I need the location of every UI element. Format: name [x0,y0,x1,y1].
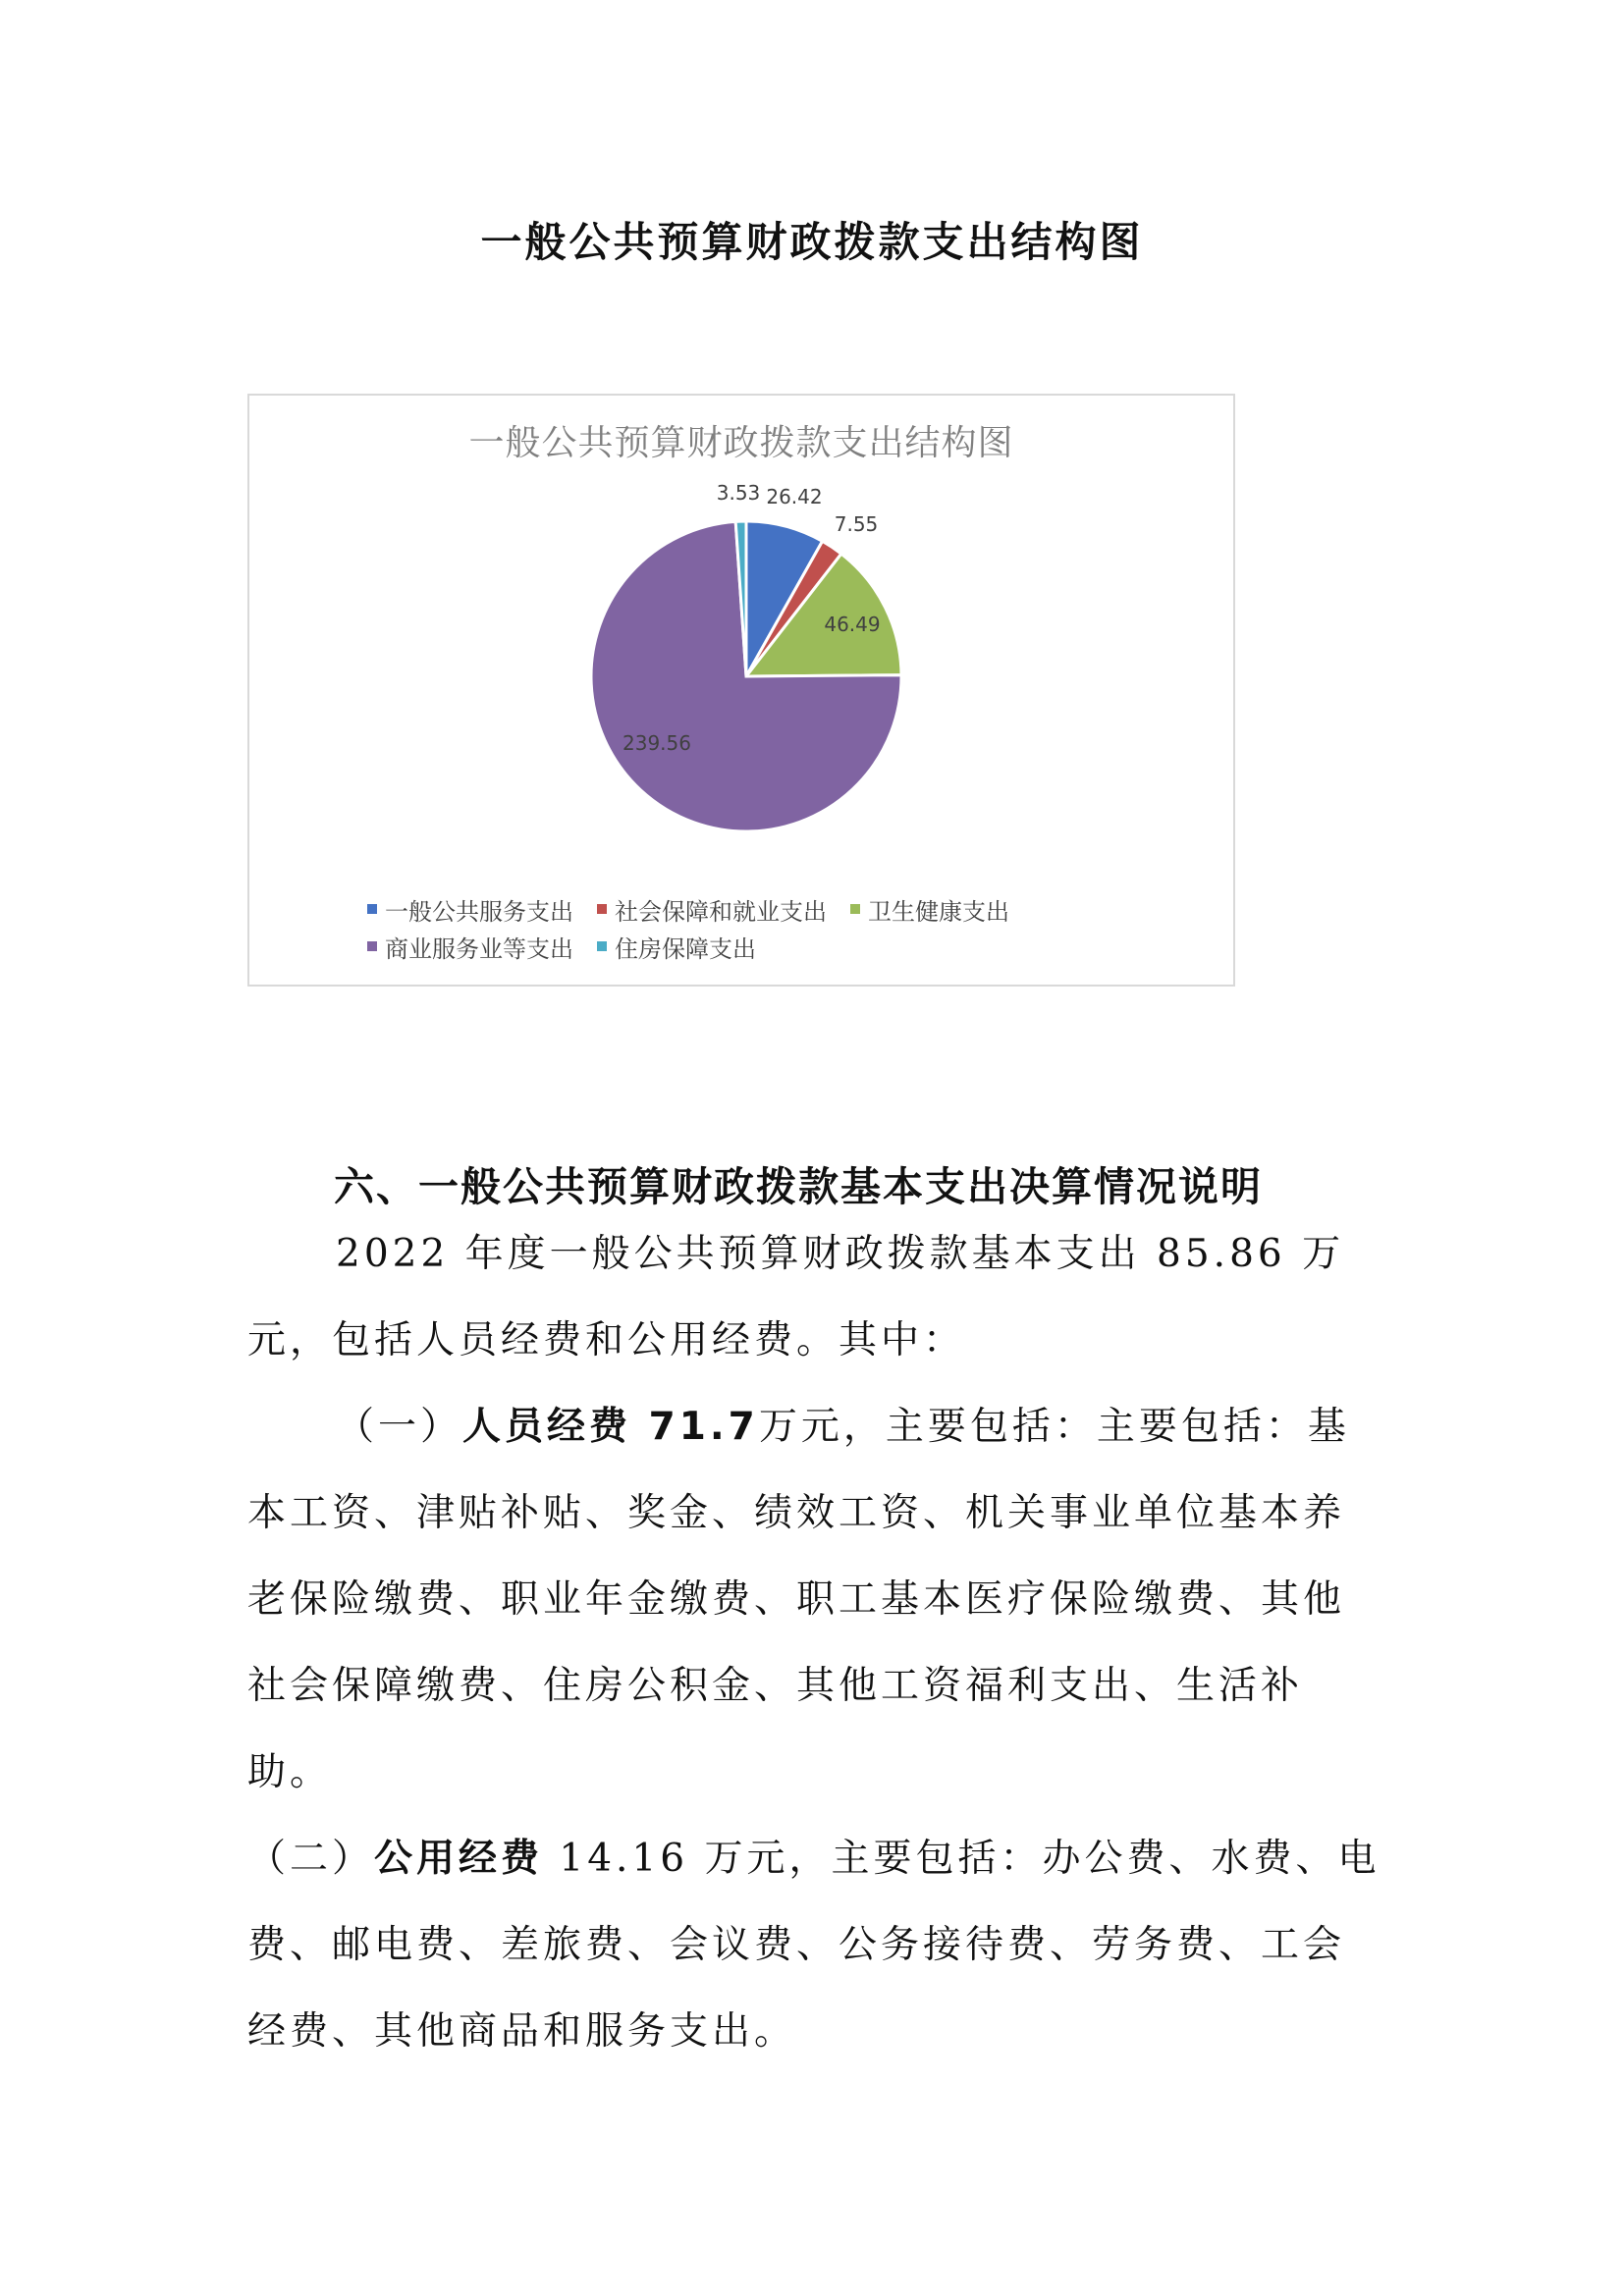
legend-label: 商业服务业等支出 [385,934,573,963]
data-label-2: 7.55 [834,512,879,536]
legend-label: 住房保障支出 [615,934,756,963]
pie-chart [247,394,1235,987]
legend-item [367,930,573,964]
public-prefix: （二） [247,1837,375,1881]
personnel-paragraph [247,1384,1386,1816]
page-heading: 一般公共预算财政拨款支出结构图 [480,218,1144,266]
legend-row [367,928,1192,965]
data-label-3: 46.49 [824,613,881,636]
data-label-1: 26.42 [766,485,823,508]
chart-legend [367,890,1192,965]
legend-swatch [850,904,860,914]
personnel-prefix: （一） [336,1405,463,1449]
legend-item [597,892,827,927]
legend-item [597,930,756,964]
section-heading: 六、一般公共预算财政拨款基本支出决算情况说明 [334,1163,1263,1210]
data-label-4: 239.56 [623,731,691,755]
legend-swatch [597,904,607,914]
personnel-label: 人员经费 71.7 [462,1405,759,1449]
legend-row [367,890,1192,928]
legend-label: 一般公共服务支出 [385,897,573,926]
legend-swatch [367,904,377,914]
legend-label: 社会保障和就业支出 [615,897,827,926]
legend-item [850,892,1009,927]
data-label-5: 3.53 [716,481,761,505]
legend-swatch [597,941,607,951]
public-text: 14.16 万元，主要包括：办公费、水费、电费、邮电费、差旅费、会议费、公务接待费、劳务费、工会经费、其他商品和服务支出。 [247,1837,1380,2054]
intro-paragraph: 2022 年度一般公共预算财政拨款基本支出 85.86 万元，包括人员经费和公用经费。其中： [247,1232,1345,1362]
section-body [247,1211,1386,2075]
legend-item [367,892,573,927]
public-label: 公用经费 [374,1837,544,1881]
personnel-text: 万元，主要包括：主要包括：基本工资、津贴补贴、奖金、绩效工资、机关事业单位基本养老保险缴费、职业年金缴费、职工基本医疗保险缴费、其他社会保障缴费、住房公积金、其他工资福利支出、生活补助。 [247,1405,1350,1794]
legend-label: 卫生健康支出 [868,897,1009,926]
public-paragraph [247,1816,1386,2075]
chart-title: 一般公共预算财政拨款支出结构图 [468,423,1014,463]
legend-swatch [367,941,377,951]
